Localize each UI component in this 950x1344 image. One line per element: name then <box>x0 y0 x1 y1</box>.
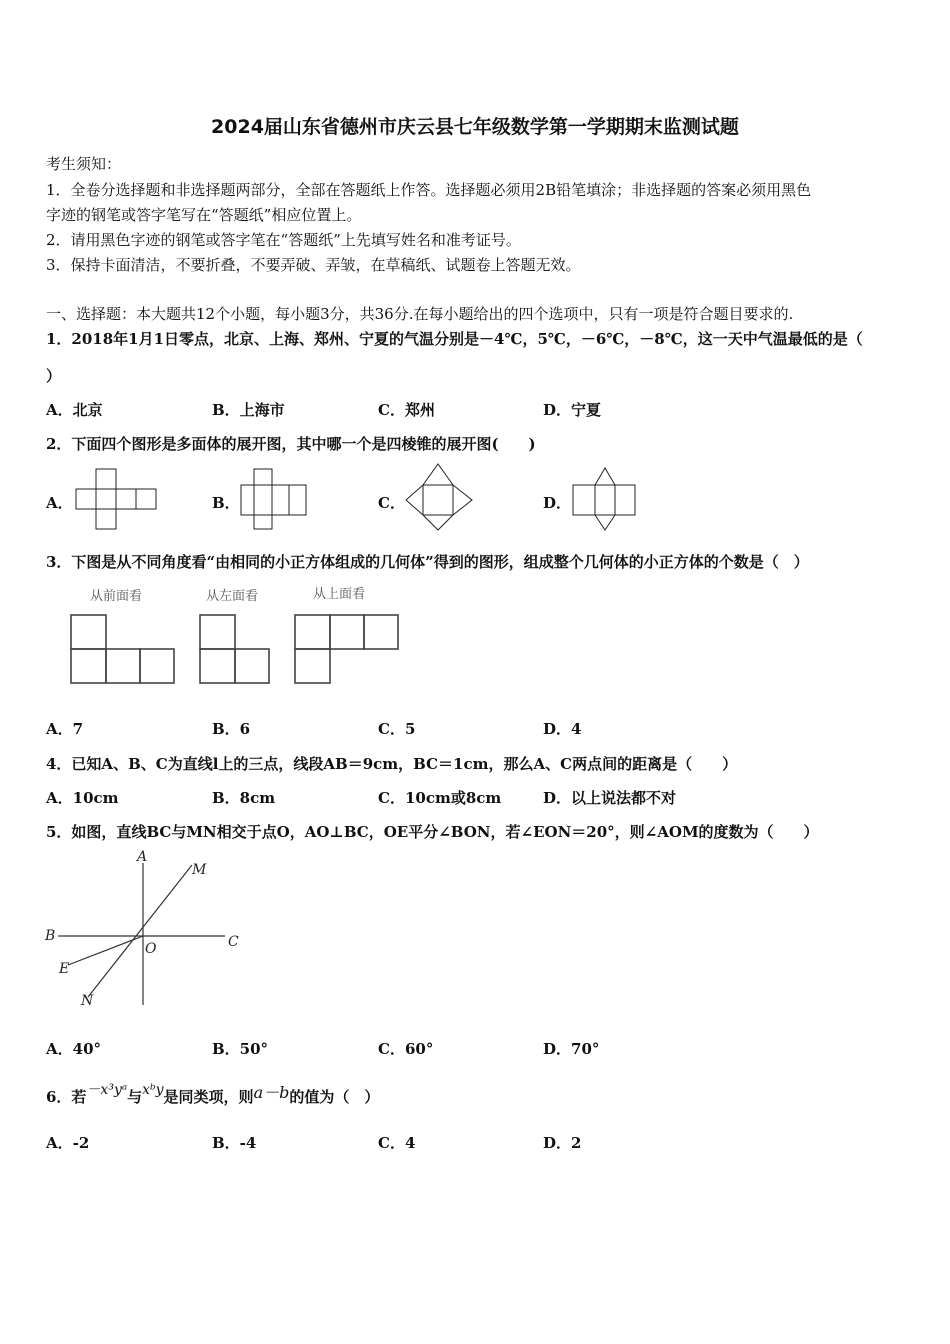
q6-expr-1: －x³yᵃ <box>86 1082 128 1098</box>
top-view-label: 从上面看 <box>313 587 366 602</box>
q4-option-a[interactable]: A．10cm <box>46 789 119 807</box>
net-figure-d <box>573 468 635 530</box>
q4-option-d[interactable]: D．以上说法都不对 <box>543 789 677 807</box>
q1-option-c[interactable]: C．郑州 <box>378 401 435 419</box>
label-m: M <box>192 862 207 878</box>
q4-option-c[interactable]: C．10cm或8cm <box>378 789 502 807</box>
q2-option-d[interactable]: D． <box>543 494 572 512</box>
question-1-stem-end: ） <box>46 367 62 385</box>
q2-option-b[interactable]: B． <box>212 494 240 512</box>
q6-option-d[interactable]: D．2 <box>543 1134 582 1152</box>
notice-heading: 考生须知： <box>46 155 122 173</box>
net-figure-b <box>241 469 306 529</box>
q3-option-d[interactable]: D．4 <box>543 720 582 738</box>
ray-oe <box>68 936 143 965</box>
q1-option-b[interactable]: B．上海市 <box>212 401 285 419</box>
q5-option-a[interactable]: A．40° <box>46 1040 102 1058</box>
q2-net-figures <box>0 460 950 540</box>
net-figure-a <box>76 469 156 529</box>
label-n: N <box>81 993 94 1009</box>
label-e: E <box>59 961 70 977</box>
q2-option-c[interactable]: C． <box>378 494 405 512</box>
q5-option-c[interactable]: C．60° <box>378 1040 434 1058</box>
q6-option-c[interactable]: C．4 <box>378 1134 416 1152</box>
section-heading: 一、选择题：本大题共12个小题，每小题3分，共36分.在每小题给出的四个选项中，只有一项是符合题目要求的. <box>46 305 794 323</box>
front-view-drawing <box>71 615 174 683</box>
q6-expr-2: xᵇy <box>142 1082 164 1098</box>
front-view-label: 从前面看 <box>90 589 143 604</box>
top-view-drawing <box>295 615 398 683</box>
q3-option-c[interactable]: C．5 <box>378 720 416 738</box>
q5-option-b[interactable]: B．50° <box>212 1040 269 1058</box>
label-b: B <box>45 928 56 944</box>
q6-mid: 与 <box>127 1088 143 1106</box>
page-title: 2024届山东省德州市庆云县七年级数学第一学期期末监测试题 <box>211 116 739 138</box>
question-6-stem <box>46 1084 379 1107</box>
q3-option-b[interactable]: B．6 <box>212 720 251 738</box>
left-view-label: 从左面看 <box>206 589 259 604</box>
question-4-stem: 4．已知A、B、C为直线l上的三点，线段AB＝9cm，BC＝1cm，那么A、C两点间的距离是（ ） <box>46 755 738 773</box>
label-c: C <box>228 934 239 950</box>
question-5-stem: 5．如图，直线BC与MN相交于点O，AO⊥BC，OE平分∠BON，若∠EON＝20°，则∠AOM的度数为（ ） <box>46 823 819 841</box>
q6-option-b[interactable]: B．-4 <box>212 1134 257 1152</box>
q6-prefix: 6．若 <box>46 1088 87 1106</box>
q5-option-d[interactable]: D．70° <box>543 1040 600 1058</box>
net-figure-c <box>406 464 472 530</box>
label-a: A <box>137 849 148 865</box>
q4-option-b[interactable]: B．8cm <box>212 789 276 807</box>
q3-option-a[interactable]: A．7 <box>46 720 84 738</box>
q1-option-a[interactable]: A．北京 <box>46 401 103 419</box>
notice-item: 2．请用黑色字迹的钢笔或答字笔在“答题纸”上先填写姓名和准考证号。 <box>46 231 521 249</box>
notice-item: 字迹的钢笔或答字笔写在“答题纸”相应位置上。 <box>46 206 362 224</box>
notice-item: 1．全卷分选择题和非选择题两部分，全部在答题纸上作答。选择题必须用2B铅笔填涂；非选择题的答案必须用黑色 <box>46 181 812 199</box>
question-1-stem: 1．2018年1月1日零点，北京、上海、郑州、宁夏的气温分别是－4℃，5℃，－6℃，－8℃，这一天中气温最低的是（ <box>46 330 863 348</box>
q3-views-figure <box>0 580 950 690</box>
left-view-drawing <box>200 615 269 683</box>
question-3-stem: 3．下图是从不同角度看“由相同的小正方体组成的几何体”得到的图形，组成整个几何体的小正方体的个数是（ ） <box>46 553 809 571</box>
q5-geometry-figure <box>40 845 250 1015</box>
q6-option-a[interactable]: A．-2 <box>46 1134 90 1152</box>
q6-expr-3: a－b <box>253 1083 290 1102</box>
q6-mid-2: 是同类项，则 <box>163 1088 254 1106</box>
question-2-stem: 2．下面四个图形是多面体的展开图，其中哪一个是四棱锥的展开图( ) <box>46 435 536 453</box>
line-mn <box>88 865 192 997</box>
notice-item: 3．保持卡面清洁，不要折叠，不要弄破、弄皱，在草稿纸、试题卷上答题无效。 <box>46 256 581 274</box>
q2-option-a[interactable]: A． <box>46 494 73 512</box>
label-o: O <box>145 941 157 957</box>
q6-suffix: 的值为（ ） <box>289 1088 380 1106</box>
q1-option-d[interactable]: D．宁夏 <box>543 401 602 419</box>
